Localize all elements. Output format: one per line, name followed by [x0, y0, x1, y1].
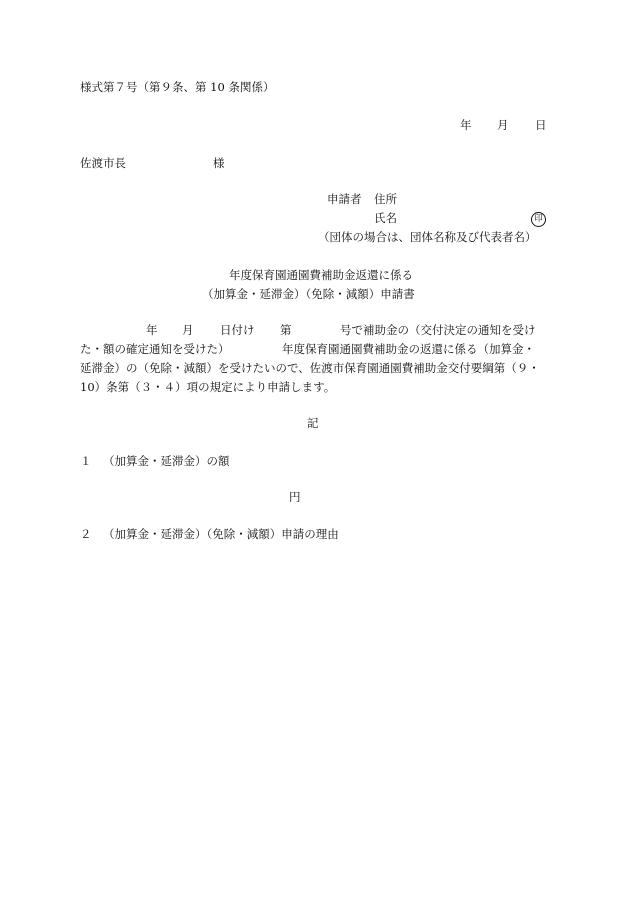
address-label: 住所	[374, 192, 397, 206]
title-line-2: （加算金・延滞金）（免除・減額）申請書	[202, 287, 415, 301]
applicant-note: （団体の場合は、団体名称及び代表者名）	[318, 230, 537, 244]
body-dai: 第	[280, 323, 292, 337]
seal-mark	[531, 210, 546, 227]
addressee-honorific: 様	[213, 156, 225, 170]
body-year: 年	[146, 323, 158, 337]
title-line-1: 年度保育園通園費補助金返還に係る	[229, 268, 413, 282]
item-1-label: （加算金・延滞金）の額	[103, 454, 230, 468]
addressee-name: 佐渡市長	[80, 156, 126, 170]
date-month: 月	[497, 118, 509, 132]
body-dated: 日付け	[220, 323, 255, 337]
body-line4: 10）条第（３・４）項の規定により申請します。	[80, 380, 336, 394]
applicant-label: 申請者	[327, 192, 362, 206]
body-line2-rest: 年度保育園通園費補助金の返還に係る（加算金・	[282, 342, 535, 356]
seal-circle: 印	[531, 212, 546, 227]
ki-heading: 記	[307, 416, 319, 430]
body-line2-start: た・額の確定通知を受けた）	[80, 342, 230, 356]
date-day: 日	[535, 118, 547, 132]
item-1-number: １	[80, 454, 92, 468]
name-label: 氏名	[374, 211, 397, 225]
date-year: 年	[460, 118, 472, 132]
item-2-label: （加算金・延滞金）（免除・減額）申請の理由	[103, 527, 339, 541]
body-month: 月	[182, 323, 194, 337]
body-line1-rest: 号で補助金の（交付決定の通知を受け	[340, 323, 536, 337]
yen-label: 円	[289, 490, 301, 504]
item-2-number: ２	[80, 527, 92, 541]
form-number: 様式第７号（第９条、第 10 条関係）	[80, 80, 275, 94]
body-line3: 延滞金）の（免除・減額）を受けたいので、佐渡市保育園通園費補助金交付要綱第（９・	[80, 361, 540, 375]
